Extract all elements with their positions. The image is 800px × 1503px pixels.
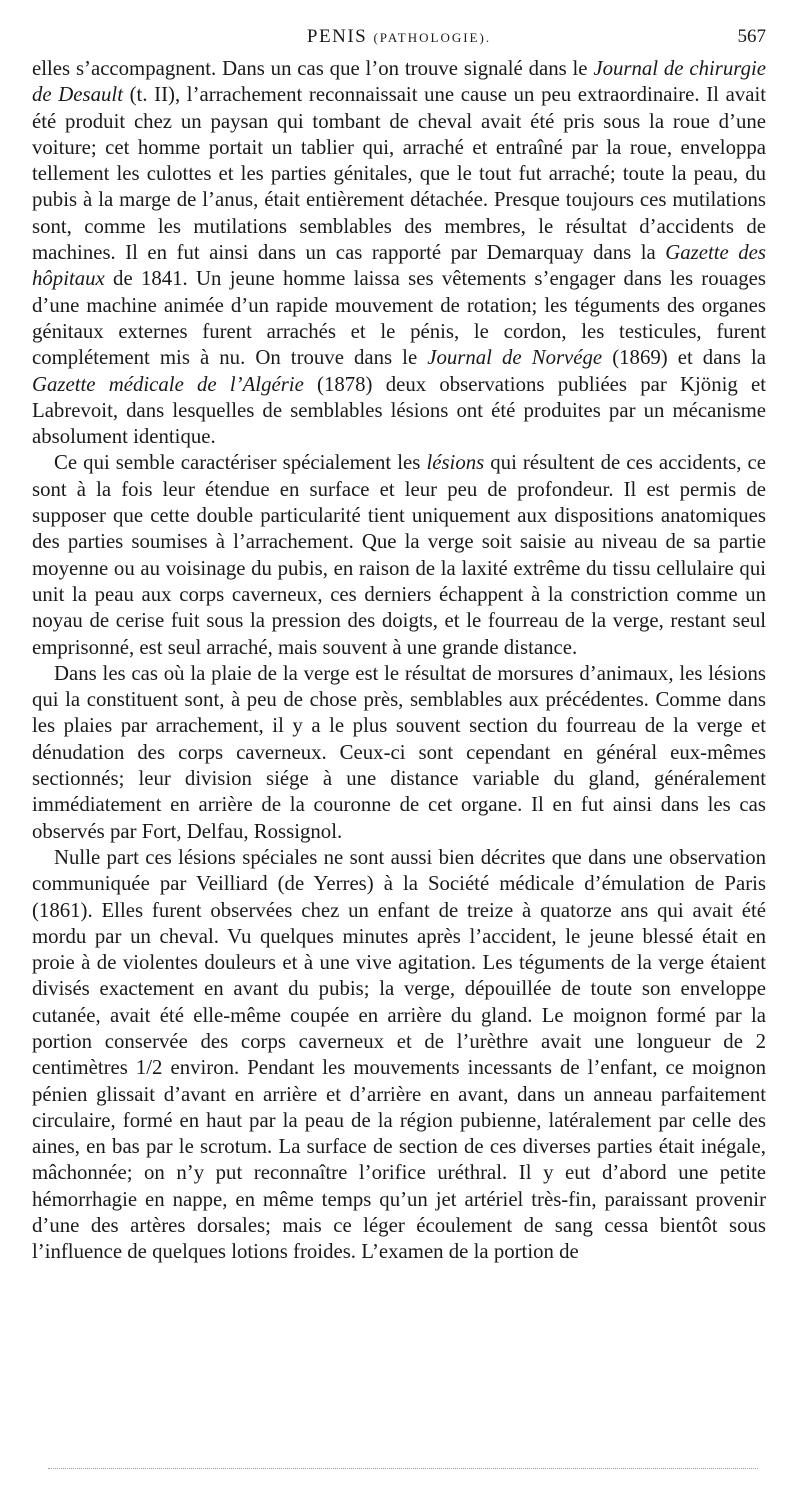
paragraph xyxy=(32,661,766,845)
body-text xyxy=(32,56,766,1266)
italic-run: lésions xyxy=(426,451,485,475)
book-page xyxy=(32,22,766,1266)
text-run: (t. II), l’arrachement reconnaissait une cause un peu extraordinaire. Il avait été produit chez un paysan qui tombant de cheval avait été pris sous la roue d’une voiture; cet homme portait un tablier qui, arraché et entraîné par la roue, enveloppa tellement les culottes et les parties génitales, que le tout fut arraché; toute la peau, du pubis à la marge de l’anus, était entièrement détachée. Presque toujours ces mutilations sont, comme les mutilations semblables des membres, le résultat d’accidents de machines. Il en fut ainsi dans un cas rapporté par Demarquay dans la xyxy=(32,83,767,265)
paragraph xyxy=(32,845,766,1266)
running-head xyxy=(32,22,766,56)
running-title-subtitle: (PATHOLOGIE). xyxy=(373,30,492,45)
text-run: Ce qui semble caractériser spécialement les xyxy=(54,451,427,475)
text-run: Dans les cas où la plaie de la verge est le résultat de morsures d’animaux, les lésions qui la constituent sont, à peu de chose près, semblables aux précédentes. Comme dans les plaies par arrachement, il y a le plus souvent section du fourreau de la verge et dénudation des corps caverneux. Ceux-ci sont cependant en général eux-mêmes sectionnés; leur division siége à une distance variable du gland, généralement immédiatement en arrière de la couronne de cet organe. Il en fut ainsi dans les cas observés par Fort, Delfau, Rossignol. xyxy=(32,661,766,843)
paragraph xyxy=(32,450,766,660)
paragraph xyxy=(32,56,766,450)
italic-run: Journal de Norvége xyxy=(427,346,603,370)
text-run: de 1841. Un jeune homme laissa ses vêtements s’engager dans les rouages d’une machine animée d’un rapide mouvement de rotation; les téguments des organes génitaux externes furent arrachés et le pénis, le cordon, les testicules, furent complétement mis à nu. On trouve dans le xyxy=(32,267,766,370)
text-run: elles s’accompagnent. Dans un cas que l’on trouve signalé dans le xyxy=(32,57,594,80)
italic-run: Gazette des hôpitaux xyxy=(32,241,766,291)
italic-run: Journal de chirurgie de Desault xyxy=(32,57,766,107)
text-run: (1878) deux observations publiées par Kjönig et Labrevoit, dans lesquelles de semblables lésions ont été produites par un mécanisme absolument identique. xyxy=(32,372,766,449)
italic-run: Gazette médicale de l’Algérie xyxy=(32,372,304,396)
running-title xyxy=(32,26,766,48)
footer-dotted-rule xyxy=(48,1468,758,1469)
text-run: Nulle part ces lésions spéciales ne sont aussi bien décrites que dans une observation communiquée par Veilliard (de Yerres) à la Société médicale d’émulation de Paris (1861). Elles furent observées chez un enfant de treize à quatorze ans qui avait été mordu par un cheval. Vu quelques minutes après l’accident, le jeune blessé était en proie à de violentes douleurs et à une vive agitation. Les téguments de la verge étaient divisés exactement en avant du pubis; la verge, dépouillée de toute son enveloppe cutanée, avait été elle-même coupée en arrière du gland. Le moignon formé par la portion conservée des corps caverneux et de l’urèthre avait une longueur de 2 centimètres 1/2 environ. Pendant les mouvements incessants de l’enfant, ce moignon pénien glissait d’avant en arrière et d’arrière en avant, dans un anneau parfaitement circulaire, formé en haut par la peau de la région pubienne, latéralement par celle des aines, en bas par le scrotum. La surface de section de ces diverses parties était inégale, mâchonnée; on n’y put reconnaître l’orifice uréthral. Il y eut d’abord une petite hémorrhagie en nappe, en même temps qu’un jet artériel très-fin, paraissant provenir d’une des artères dorsales; mais ce léger écoulement de sang cessa bientôt sous l’influence de quelques lotions froides. L’examen de la portion de xyxy=(32,845,766,1264)
running-title-main: PENIS xyxy=(306,26,368,47)
text-run: qui résultent de ces accidents, ce sont à la fois leur étendue en surface et leur peu de profondeur. Il est permis de supposer que cette double particularité tient uniquement aux dispositions anatomiques des parties soumises à l’arrachement. Que la verge soit saisie au niveau de sa partie moyenne ou au voisinage du pubis, en raison de la laxité extrême du tissu cellulaire qui unit la peau aux corps caverneux, ces derniers échappent à la constriction comme un noyau de cerise fuit sous la pression des doigts, et le fourreau de la verge, restant seul emprisonné, est seul arraché, mais souvent à une grande distance. xyxy=(32,451,766,659)
text-run: (1869) et dans la xyxy=(602,346,766,370)
page-number: 567 xyxy=(737,26,766,47)
